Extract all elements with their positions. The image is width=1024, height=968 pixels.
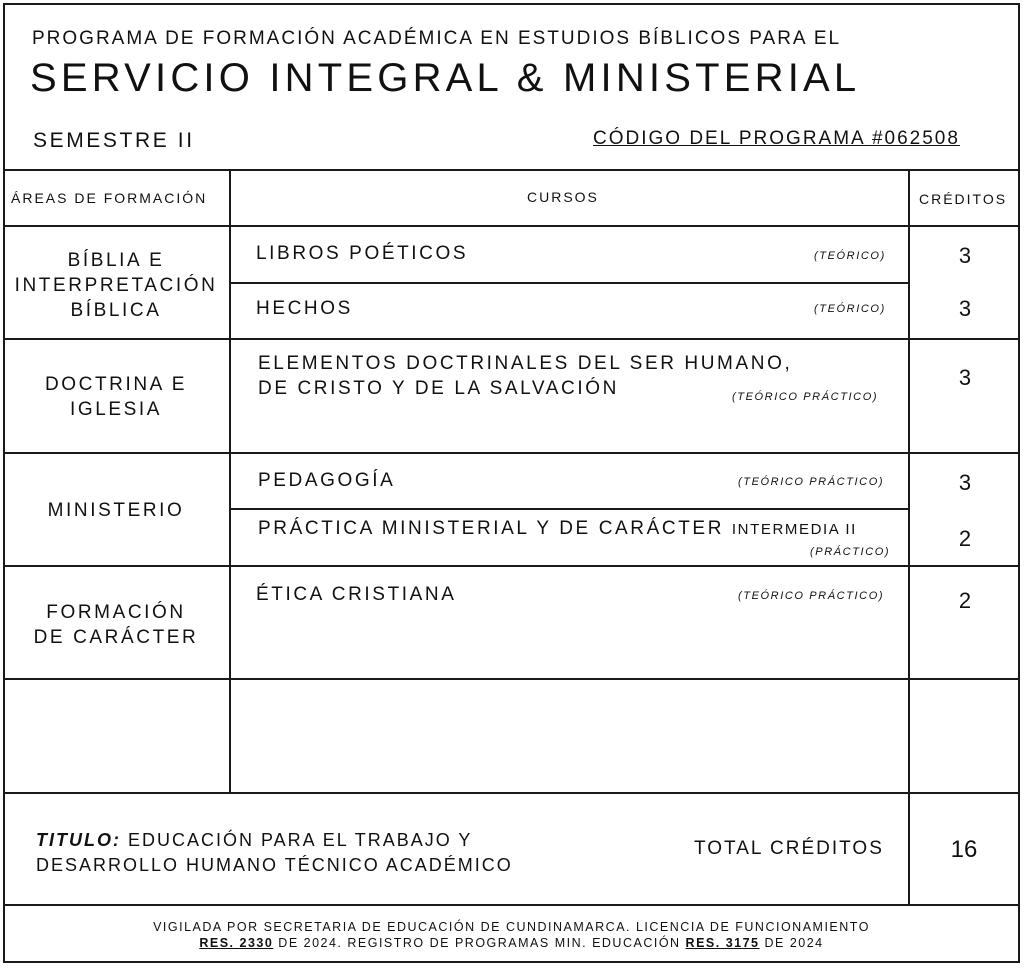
course-type: (TEÓRICO) bbox=[814, 303, 886, 315]
course-name: ELEMENTOS DOCTRINALES DEL SER HUMANO, DE CRISTO Y DE LA SALVACIÓN bbox=[258, 353, 793, 399]
area-ministerio: MINISTERIO bbox=[47, 500, 185, 521]
total-credits-label: TOTAL CRÉDITOS bbox=[694, 838, 884, 859]
course-type: (TEÓRICO PRÁCTICO) bbox=[738, 476, 885, 488]
course-credits: 3 bbox=[958, 243, 972, 268]
divider bbox=[229, 508, 910, 510]
page-title: SERVICIO INTEGRAL & MINISTERIAL bbox=[30, 56, 861, 100]
divider bbox=[3, 565, 1020, 567]
area-formacion: FORMACIÓN DE CARÁCTER bbox=[33, 602, 199, 648]
course-credits: 2 bbox=[958, 526, 972, 551]
divider bbox=[3, 904, 1020, 906]
area-doctrina: DOCTRINA E IGLESIA bbox=[44, 374, 188, 420]
legal-notice: VIGILADA POR SECRETARIA DE EDUCACIÓN DE CUNDINAMARCA. LICENCIA DE FUNCIONAMIENTO RES. 2330 DE 2024. REGISTRO DE PROGRAMAS MIN. EDUCACIÓN RES. 3175 DE 2024 bbox=[153, 920, 870, 950]
course-name: ÉTICA CRISTIANA bbox=[256, 584, 457, 605]
col-header-courses: CURSOS bbox=[527, 189, 599, 205]
course-credits: 3 bbox=[958, 470, 972, 495]
degree-title: TITULO: EDUCACIÓN PARA EL TRABAJO Y DESARROLLO HUMANO TÉCNICO ACADÉMICO bbox=[36, 830, 513, 875]
course-credits: 2 bbox=[958, 588, 972, 613]
area-biblia: BÍBLIA E INTERPRETACIÓN BÍBLICA bbox=[14, 250, 218, 321]
divider bbox=[229, 282, 910, 284]
column-divider bbox=[229, 169, 231, 793]
divider bbox=[3, 678, 1020, 680]
course-type: (TEÓRICO PRÁCTICO) bbox=[732, 391, 879, 403]
course-type: (PRÁCTICO) bbox=[810, 546, 891, 558]
divider bbox=[3, 452, 1020, 454]
divider bbox=[3, 338, 1020, 340]
course-name: LIBROS POÉTICOS bbox=[256, 243, 469, 264]
col-header-credits: CRÉDITOS bbox=[919, 191, 1008, 207]
course-credits: 3 bbox=[958, 296, 972, 321]
divider bbox=[3, 792, 1020, 794]
divider bbox=[3, 169, 1020, 171]
program-line: PROGRAMA DE FORMACIÓN ACADÉMICA EN ESTUDIOS BÍBLICOS PARA EL bbox=[32, 28, 842, 49]
program-code: CÓDIGO DEL PROGRAMA #062508 bbox=[593, 128, 960, 149]
course-name: PRÁCTICA MINISTERIAL Y DE CARÁCTER INTERMEDIA II bbox=[258, 518, 857, 539]
divider bbox=[3, 225, 1020, 227]
course-type: (TEÓRICO PRÁCTICO) bbox=[738, 590, 885, 602]
col-header-areas: ÁREAS DE FORMACIÓN bbox=[11, 190, 208, 206]
semester-label: SEMESTRE II bbox=[33, 129, 195, 152]
course-type: (TEÓRICO) bbox=[814, 250, 886, 262]
course-name: HECHOS bbox=[256, 298, 353, 319]
degree-title-label: TITULO: bbox=[36, 830, 121, 850]
course-credits: 3 bbox=[958, 365, 972, 390]
total-credits-value: 16 bbox=[950, 836, 978, 863]
course-name: PEDAGOGÍA bbox=[258, 470, 396, 491]
